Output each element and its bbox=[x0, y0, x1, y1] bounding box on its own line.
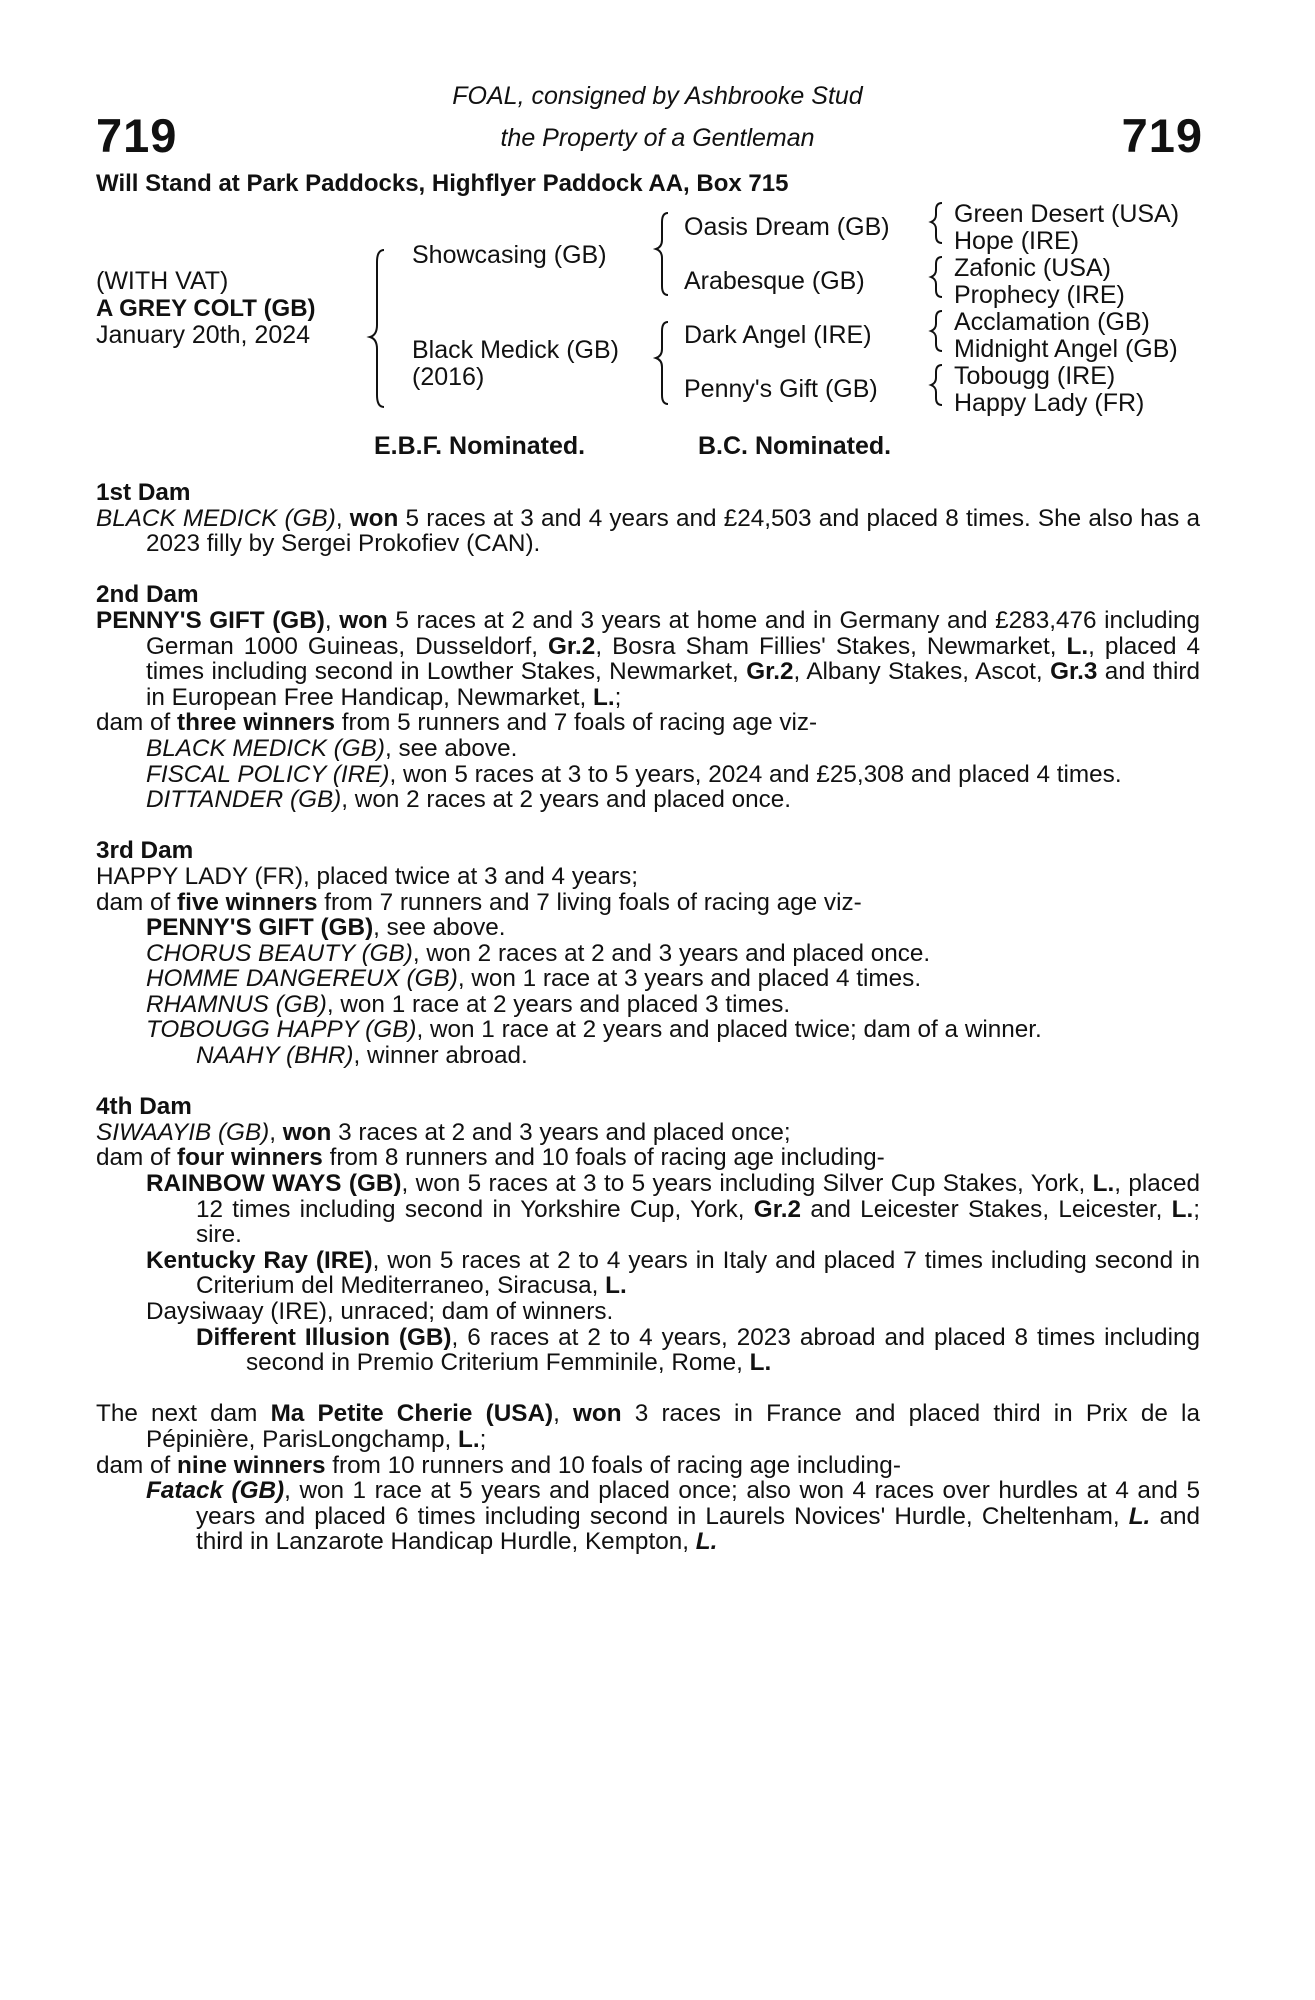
third-dam-section bbox=[96, 838, 1200, 1068]
dam-name: Black Medick (GB) bbox=[412, 336, 619, 364]
gen3-1: Green Desert (USA) bbox=[954, 200, 1180, 228]
sire-name: Showcasing (GB) bbox=[412, 241, 607, 269]
progeny-entry: DITTANDER (GB), won 2 races at 2 years and placed once. bbox=[146, 786, 792, 814]
lot-number-right: 719 bbox=[1121, 109, 1203, 162]
dam-entry: SIWAAYIB (GB), won 3 races at 2 and 3 years and placed once; bbox=[96, 1118, 791, 1146]
dam-of-line: dam of five winners from 7 runners and 7 living foals of racing age viz- bbox=[96, 888, 862, 916]
bc-nomination: B.C. Nominated. bbox=[698, 432, 892, 460]
section-heading: 3rd Dam bbox=[96, 837, 194, 865]
progeny-entry: Fatack (GB), won 1 race at 5 years and placed once; also won 4 races over hurdles at 4 and 5 years and placed 6 times including second in Laurels Novices' Hurdle, Cheltenham, L. and third in Lanzarote Handicap Hurdle, Kempton, L. bbox=[146, 1477, 1200, 1556]
section-heading: 1st Dam bbox=[96, 479, 191, 506]
gen3-8: Happy Lady (FR) bbox=[954, 389, 1145, 417]
sire-dam: Arabesque (GB) bbox=[684, 267, 865, 295]
ebf-nomination: E.B.F. Nominated. bbox=[374, 432, 586, 460]
progeny-entry: RHAMNUS (GB), won 1 race at 2 years and placed 3 times. bbox=[146, 990, 791, 1018]
vat-label: (WITH VAT) bbox=[96, 267, 229, 295]
sire-sire: Oasis Dream (GB) bbox=[684, 213, 890, 241]
dam-entry: The next dam Ma Petite Cherie (USA), won 3 races in France and placed third in Prix de la Pépinière, ParisLongchamp, L.; bbox=[96, 1400, 1200, 1453]
progeny-entry: TOBOUGG HAPPY (GB), won 1 race at 2 years and placed twice; dam of a winner. bbox=[146, 1016, 1042, 1044]
progeny-entry: HOMME DANGEREUX (GB), won 1 race at 3 years and placed 4 times. bbox=[146, 965, 922, 993]
progeny-entry: Kentucky Ray (IRE), won 5 races at 2 to 4 years in Italy and placed 7 times including second in Criterium del Mediterraneo, Siracusa, L. bbox=[146, 1246, 1200, 1300]
consignor-line: FOAL, consigned by Ashbrooke Stud bbox=[452, 82, 863, 110]
gen3-4: Prophecy (IRE) bbox=[954, 281, 1125, 309]
stand-location: Will Stand at Park Paddocks, Highflyer Paddock AA, Box 715 bbox=[96, 170, 789, 197]
gen3-5: Acclamation (GB) bbox=[954, 308, 1150, 336]
lot-title: A GREY COLT (GB) bbox=[96, 295, 316, 322]
grand-progeny-entry: NAAHY (BHR), winner abroad. bbox=[196, 1042, 528, 1070]
progeny-entry: BLACK MEDICK (GB), see above. bbox=[146, 734, 518, 762]
dam-entry: PENNY'S GIFT (GB), won 5 races at 2 and 3 years at home and in Germany and £283,476 including German 1000 Guineas, Dusseldorf, Gr.2, Bosra Sham Fillies' Stakes, Newmarket, L., placed 4 times including second in Lowther Stakes, Newmarket, Gr.2, Albany Stakes, Ascot, Gr.3 and third in European Free Handicap, Newmarket, L.; bbox=[96, 606, 1200, 711]
second-dam-section bbox=[96, 582, 1200, 812]
progeny-entry: RAINBOW WAYS (GB), won 5 races at 3 to 5 years including Silver Cup Stakes, York, L., placed 12 times including second in Yorkshire Cup, York, Gr.2 and Leicester Stakes, Leicester, L.; sire. bbox=[146, 1170, 1200, 1249]
foaling-date: January 20th, 2024 bbox=[96, 321, 311, 349]
catalogue-body bbox=[96, 480, 1200, 1581]
dam-entry: BLACK MEDICK (GB), won 5 races at 3 and 4 years and £24,503 and placed 8 times. She also has a 2023 filly by Sergei Prokofiev (CAN). bbox=[96, 504, 1200, 558]
first-dam-section bbox=[96, 480, 1200, 557]
section-heading: 2nd Dam bbox=[96, 581, 199, 609]
grand-progeny-entry: Different Illusion (GB), 6 races at 2 to 4 years, 2023 abroad and placed 8 times including second in Premio Criterium Femminile, Rome, L. bbox=[196, 1323, 1200, 1377]
dam-sire: Dark Angel (IRE) bbox=[684, 321, 872, 349]
progeny-entry: PENNY'S GIFT (GB), see above. bbox=[146, 914, 506, 942]
dam-of-line: dam of nine winners from 10 runners and 10 foals of racing age including- bbox=[96, 1451, 901, 1479]
gen3-3: Zafonic (USA) bbox=[954, 254, 1111, 282]
gen3-7: Tobougg (IRE) bbox=[954, 362, 1116, 390]
dam-of-line: dam of four winners from 8 runners and 10 foals of racing age including- bbox=[96, 1144, 885, 1172]
section-heading: 4th Dam bbox=[96, 1093, 192, 1121]
gen3-2: Hope (IRE) bbox=[954, 227, 1080, 255]
gen3-6: Midnight Angel (GB) bbox=[954, 335, 1178, 363]
dam-entry: HAPPY LADY (FR), placed twice at 3 and 4 years; bbox=[96, 862, 638, 890]
fourth-dam-section bbox=[96, 1094, 1200, 1376]
property-line: the Property of a Gentleman bbox=[500, 124, 815, 152]
progeny-entry: CHORUS BEAUTY (GB), won 2 races at 2 and 3 years and placed once. bbox=[146, 939, 931, 967]
dam-year: (2016) bbox=[412, 363, 485, 391]
progeny-entry: FISCAL POLICY (IRE), won 5 races at 3 to 5 years, 2024 and £25,308 and placed 4 times. bbox=[146, 760, 1122, 788]
dam-of-line: dam of three winners from 5 runners and 7 foals of racing age viz- bbox=[96, 709, 818, 737]
dam-dam: Penny's Gift (GB) bbox=[684, 375, 878, 403]
lot-number-left: 719 bbox=[96, 109, 178, 162]
progeny-entry: Daysiwaay (IRE), unraced; dam of winners. bbox=[146, 1298, 614, 1325]
next-dam-section bbox=[96, 1401, 1200, 1555]
